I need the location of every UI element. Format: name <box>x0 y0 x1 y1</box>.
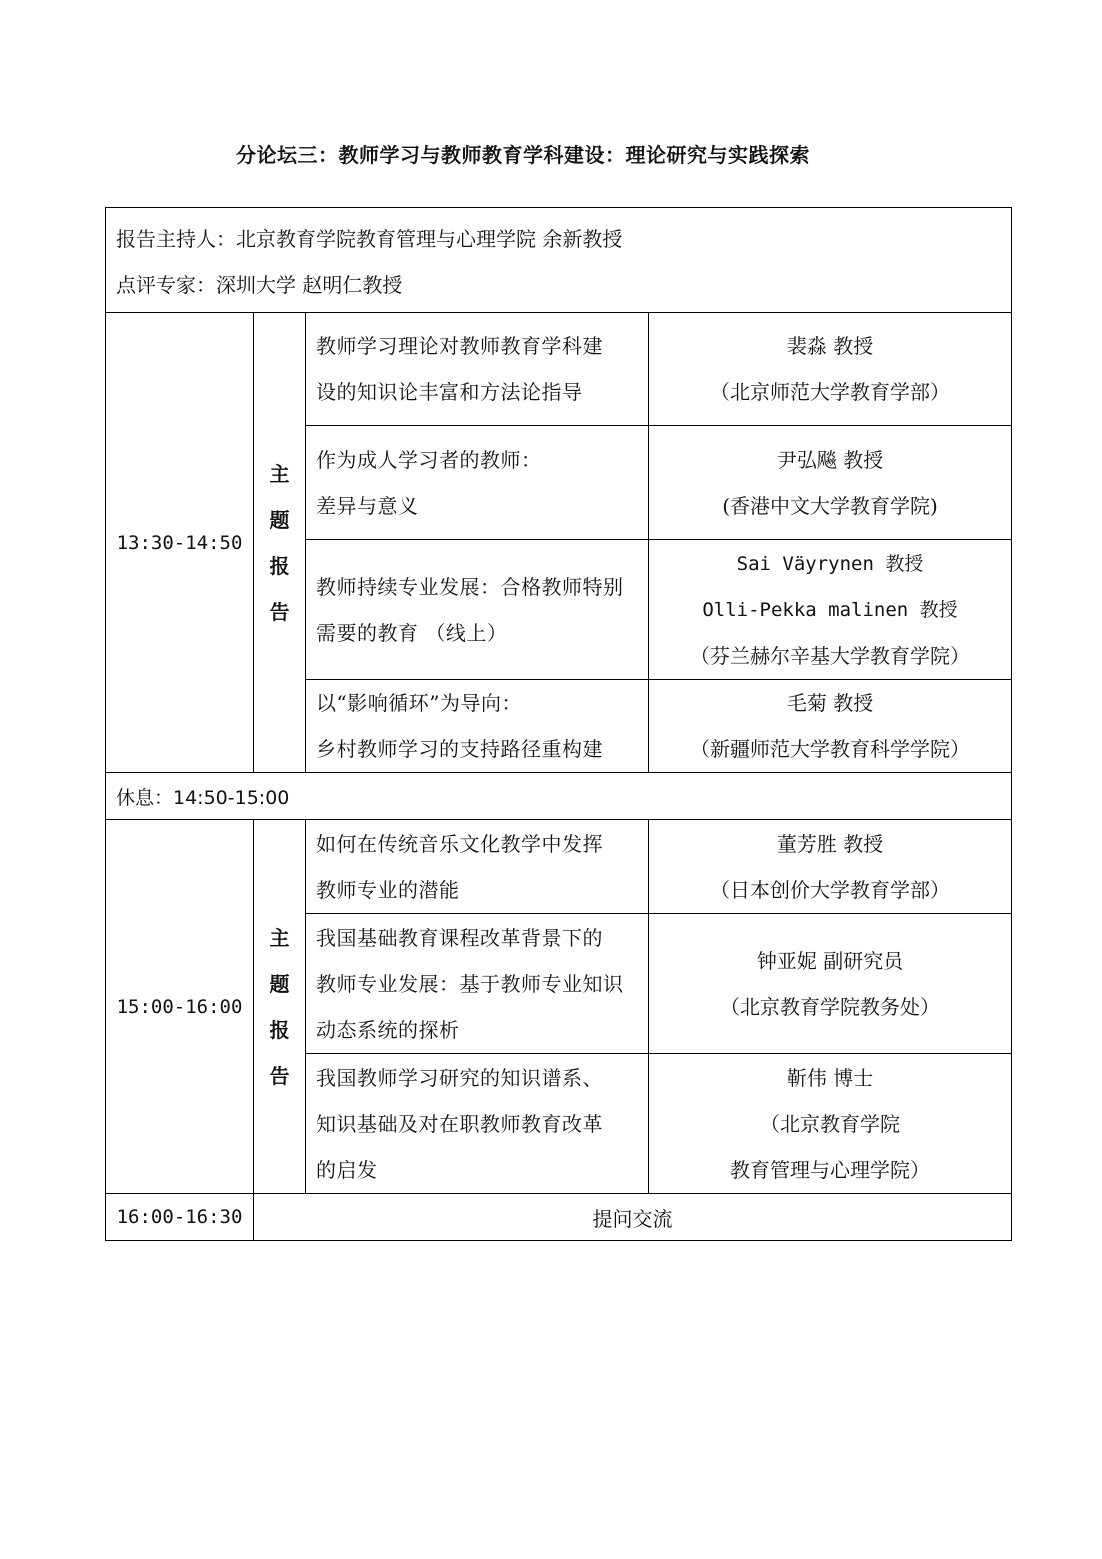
qa-text: 提问交流 <box>254 1194 1012 1241</box>
report-speaker: 尹弘飚 教授 (香港中文大学教育学院) <box>649 426 1012 540</box>
report-speaker: 靳伟 博士 （北京教育学院 教育管理与心理学院） <box>649 1054 1012 1194</box>
break-row <box>106 773 1012 820</box>
table-row <box>106 820 1012 914</box>
qa-time: 16:00-16:30 <box>106 1194 254 1241</box>
report-topic: 作为成人学习者的教师： 差异与意义 <box>306 426 649 540</box>
report-speaker: 董芳胜 教授 （日本创价大学教育学部） <box>649 820 1012 914</box>
report-topic: 以“影响循环”为导向： 乡村教师学习的支持路径重构建 <box>306 680 649 773</box>
report-topic: 教师持续专业发展：合格教师特别 需要的教育 （线上） <box>306 540 649 680</box>
report-topic: 我国基础教育课程改革背景下的 教师专业发展：基于教师专业知识 动态系统的探析 <box>306 914 649 1054</box>
session1-time: 13:30-14:50 <box>106 313 254 773</box>
report-topic: 我国教师学习研究的知识谱系、 知识基础及对在职教师教育改革 的启发 <box>306 1054 649 1194</box>
report-speaker: 钟亚妮 副研究员 （北京教育学院教务处） <box>649 914 1012 1054</box>
report-topic: 教师学习理论对教师教育学科建 设的知识论丰富和方法论指导 <box>306 313 649 426</box>
reviewer-line: 点评专家：深圳大学 赵明仁教授 <box>116 273 403 297</box>
report-speaker: 毛菊 教授 （新疆师范大学教育科学学院） <box>649 680 1012 773</box>
report-speaker: Sai Väyrynen 教授 Olli-Pekka malinen 教授 （芬兰赫尔辛基大学教育学院） <box>649 540 1012 680</box>
qa-row <box>106 1194 1012 1241</box>
table-row <box>106 313 1012 426</box>
report-topic: 如何在传统音乐文化教学中发挥 教师专业的潜能 <box>306 820 649 914</box>
host-line: 报告主持人：北京教育学院教育管理与心理学院 余新教授 <box>116 227 623 251</box>
break-text: 休息：14:50-15:00 <box>106 773 1012 820</box>
header-row <box>106 208 1012 313</box>
page-title: 分论坛三：教师学习与教师教育学科建设：理论研究与实践探索 <box>236 143 810 167</box>
report-speaker: 裴淼 教授 （北京师范大学教育学部） <box>649 313 1012 426</box>
session2-label: 主 题 报 告 <box>254 820 306 1194</box>
session2-time: 15:00-16:00 <box>106 820 254 1194</box>
agenda-table <box>105 207 1012 1241</box>
session1-label: 主 题 报 告 <box>254 313 306 773</box>
